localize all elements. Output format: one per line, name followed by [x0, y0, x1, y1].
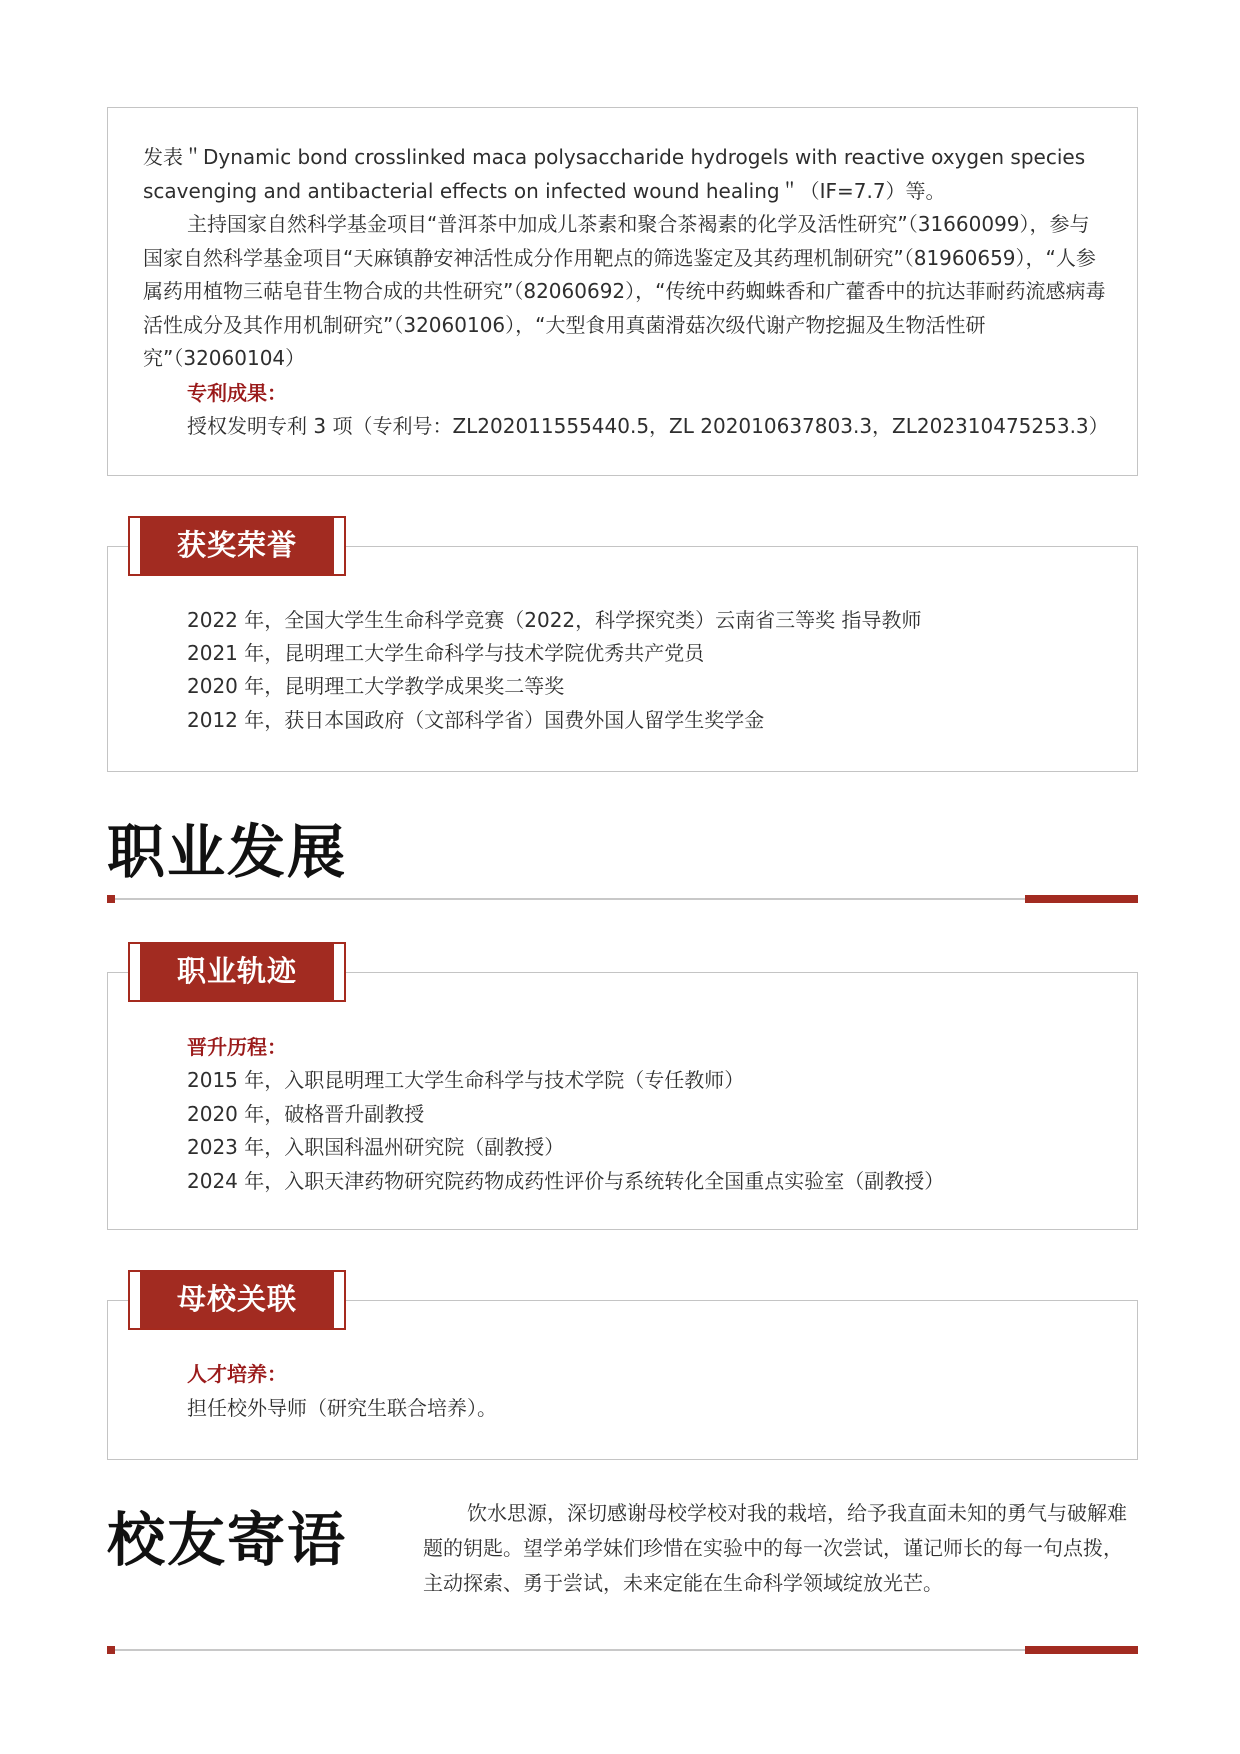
patent-label: 专利成果： [187, 381, 287, 405]
alma-mater-tab [128, 1270, 346, 1330]
career-divider [107, 894, 1138, 904]
talent-training-text: 担任校外导师（研究生联合培养）。 [187, 1396, 497, 1420]
publication-paragraph: 发表＂Dynamic bond crosslinked maca polysaccharide hydrogels with reactive oxygen species scavenging and antibacterial effects on infected wound healing＂（IF=7.7）等。 [143, 145, 1086, 203]
career-item: 2023 年，入职国科温州研究院（副教授） [187, 1135, 565, 1159]
career-section-title: 职业发展 [107, 818, 348, 886]
award-item: 2022 年，全国大学生生命科学竞赛（2022，科学探究类）云南省三等奖 指导教师 [187, 608, 922, 632]
award-item: 2020 年，昆明理工大学教学成果奖二等奖 [187, 674, 565, 698]
career-item: 2020 年，破格晋升副教授 [187, 1102, 425, 1126]
career-item: 2015 年，入职昆明理工大学生命科学与技术学院（专任教师） [187, 1068, 745, 1092]
awards-tab-label: 获奖荣誉 [140, 516, 334, 574]
award-item: 2021 年，昆明理工大学生命科学与技术学院优秀共产党员 [187, 641, 705, 665]
promotion-label: 晋升历程： [187, 1035, 287, 1059]
patent-text: 授权发明专利 3 项（专利号：ZL202011555440.5，ZL 202010637803.3，ZL202310475253.3） [187, 414, 1109, 438]
career-track-tab [128, 942, 346, 1002]
alumni-message-title: 校友寄语 [107, 1506, 348, 1574]
career-item: 2024 年，入职天津药物研究院药物成药性评价与系统转化全国重点实验室（副教授） [187, 1169, 945, 1193]
footer-divider [107, 1645, 1138, 1655]
award-item: 2012 年，获日本国政府（文部科学省）国费外国人留学生奖学金 [187, 708, 765, 732]
career-track-tab-label: 职业轨迹 [140, 942, 334, 1000]
awards-tab [128, 516, 346, 576]
alma-mater-tab-label: 母校关联 [140, 1270, 334, 1328]
alumni-message-text: 饮水思源，深切感谢母校学校对我的栽培，给予我直面未知的勇气与破解难题的钥匙。望学弟学妹们珍惜在实验中的每一次尝试，谨记师长的每一句点拨，主动探索、勇于尝试，未来定能在生命科学领域绽放光芒。 [423, 1501, 1127, 1595]
talent-training-label: 人才培养： [187, 1362, 287, 1386]
funding-paragraph: 主持国家自然科学基金项目“普洱茶中加成儿茶素和聚合茶褐素的化学及活性研究”（31660099），参与国家自然科学基金项目“天麻镇静安神活性成分作用靶点的筛选鉴定及其药理机制研究”（81960659），“人参属药用植物三萜皂苷生物合成的共性研究”（82060692），“传统中药蜘蛛香和广藿香中的抗达菲耐药流感病毒活性成分及其作用机制研究”（32060106），“大型食用真菌滑菇次级代谢产物挖掘及生物活性研究”（32060104） [143, 212, 1106, 370]
